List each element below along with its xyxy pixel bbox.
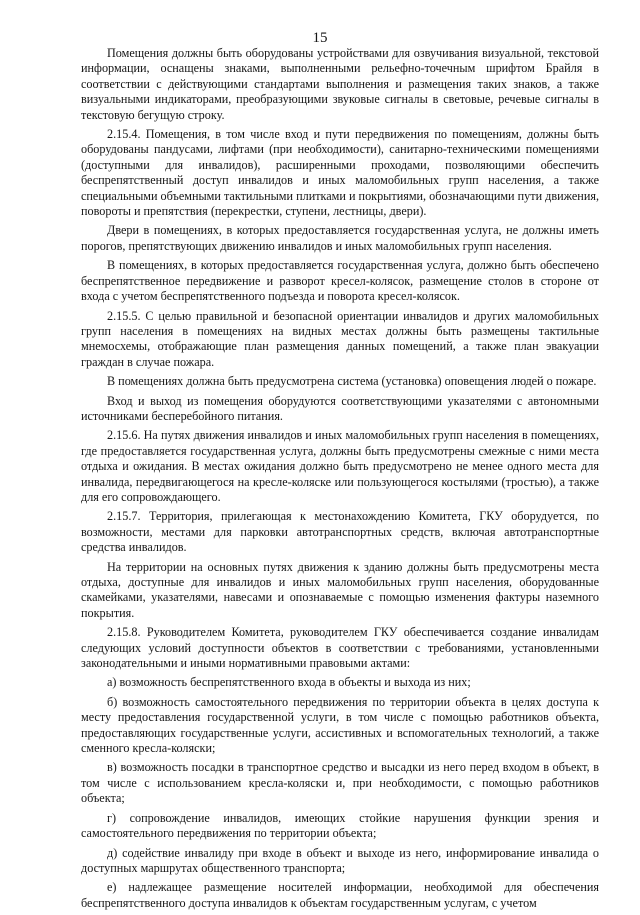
- list-item-g: г) сопровождение инвалидов, имеющих стойкие нарушения функции зрения и самостоятельного передвижения по территории объекта;: [81, 810, 599, 841]
- paragraph-8: 2.15.6. На путях движения инвалидов и иных маломобильных групп населения в помещениях, где предоставляется государственная услуга, должны быть предусмотрены смежные с ними места отдыха и ожидания. В местах ожидания должно быть предусмотрено не менее одного места для инвалида, передвигающегося на кресле-коляске или пользующегося костылями (тростью), а также для его сопровождающего.: [81, 428, 599, 504]
- paragraph-9: 2.15.7. Территория, прилегающая к местонахождению Комитета, ГКУ оборудуется, по возможности, местами для парковки автотранспортных средств, включая автотранспортные средства инвалидов.: [81, 509, 599, 555]
- paragraph-4: В помещениях, в которых предоставляется государственная услуга, должно быть обеспечено беспрепятственное передвижение и разворот кресел-колясок, размещение столов в стороне от входа с учетом беспрепятственного подъезда и поворота кресел-колясок.: [81, 258, 599, 304]
- paragraph-3: Двери в помещениях, в которых предоставляется государственная услуга, не должны иметь порогов, препятствующих движению инвалидов и иных маломобильных групп населения.: [81, 223, 599, 253]
- page-number: 15: [312, 30, 328, 46]
- list-item-e: е) надлежащее размещение носителей информации, необходимой для обеспечения беспрепятственного доступа инвалидов к объектам государственным услугам, с учетом: [81, 880, 599, 910]
- paragraph-1: Помещения должны быть оборудованы устройствами для озвучивания визуальной, текстовой информации, оснащены знаками, выполненными рельефно-точечным шрифтом Брайля в соответствии с действующими стандартами выполнения и размещения таких знаков, а также визуальными индикаторами, преобразующими звуковые сигналы в световые, речевые сигналы в текстовую бегущую строку.: [81, 46, 599, 122]
- document-body: [81, 46, 599, 915]
- paragraph-10: На территории на основных путях движения к зданию должны быть предусмотрены места отдыха, доступные для инвалидов и иных маломобильных групп населения, оборудованные скамейками, указателями, навесами и опознаваемые с помощью изменения фактуры наземного покрытия.: [81, 559, 599, 620]
- paragraph-11: 2.15.8. Руководителем Комитета, руководителем ГКУ обеспечивается создание инвалидам следующих условий доступности объектов в соответствии с требованиями, установленными законодательными и иными нормативными правовыми актами:: [81, 625, 599, 671]
- list-item-b: б) возможность самостоятельного передвижения по территории объекта в целях доступа к месту предоставления государственной услуги, в том числе с помощью работников объекта, предоставляющих государственные услуги, ассистивных и вспомогательных технологий, а также сменного кресла-коляски;: [81, 694, 599, 756]
- list-item-v: в) возможность посадки в транспортное средство и высадки из него перед входом в объект, в том числе с использованием кресла-коляски и, при необходимости, с помощью работников объекта;: [81, 760, 599, 806]
- paragraph-5: 2.15.5. С целью правильной и безопасной ориентации инвалидов и других маломобильных групп населения в помещениях на видных местах должны быть размещены тактильные мнемосхемы, отображающие план размещения данных помещений, а также план эвакуации граждан в случае пожара.: [81, 308, 599, 369]
- list-item-d: д) содействие инвалиду при входе в объект и выходе из него, информирование инвалида о доступных маршрутах общественного транспорта;: [81, 845, 599, 875]
- paragraph-7: Вход и выход из помещения оборудуются соответствующими указателями с автономными источниками бесперебойного питания.: [81, 393, 599, 423]
- paragraph-6: В помещениях должна быть предусмотрена система (установка) оповещения людей о пожаре.: [107, 374, 597, 389]
- list-item-a: а) возможность беспрепятственного входа в объекты и выхода из них;: [107, 675, 471, 690]
- paragraph-2: 2.15.4. Помещения, в том числе вход и пути передвижения по помещениям, должны быть оборудованы пандусами, лифтами (при необходимости), санитарно-техническими помещениями (доступными для инвалидов), расширенными проходами, позволяющими обеспечить беспрепятственный доступ инвалидов и иных маломобильных групп населения, а также специальными объемными тактильными плитками и покрытиями, обозначающими пути движения, повороты и препятствия (перекрестки, ступени, лестницы, двери).: [81, 127, 599, 219]
